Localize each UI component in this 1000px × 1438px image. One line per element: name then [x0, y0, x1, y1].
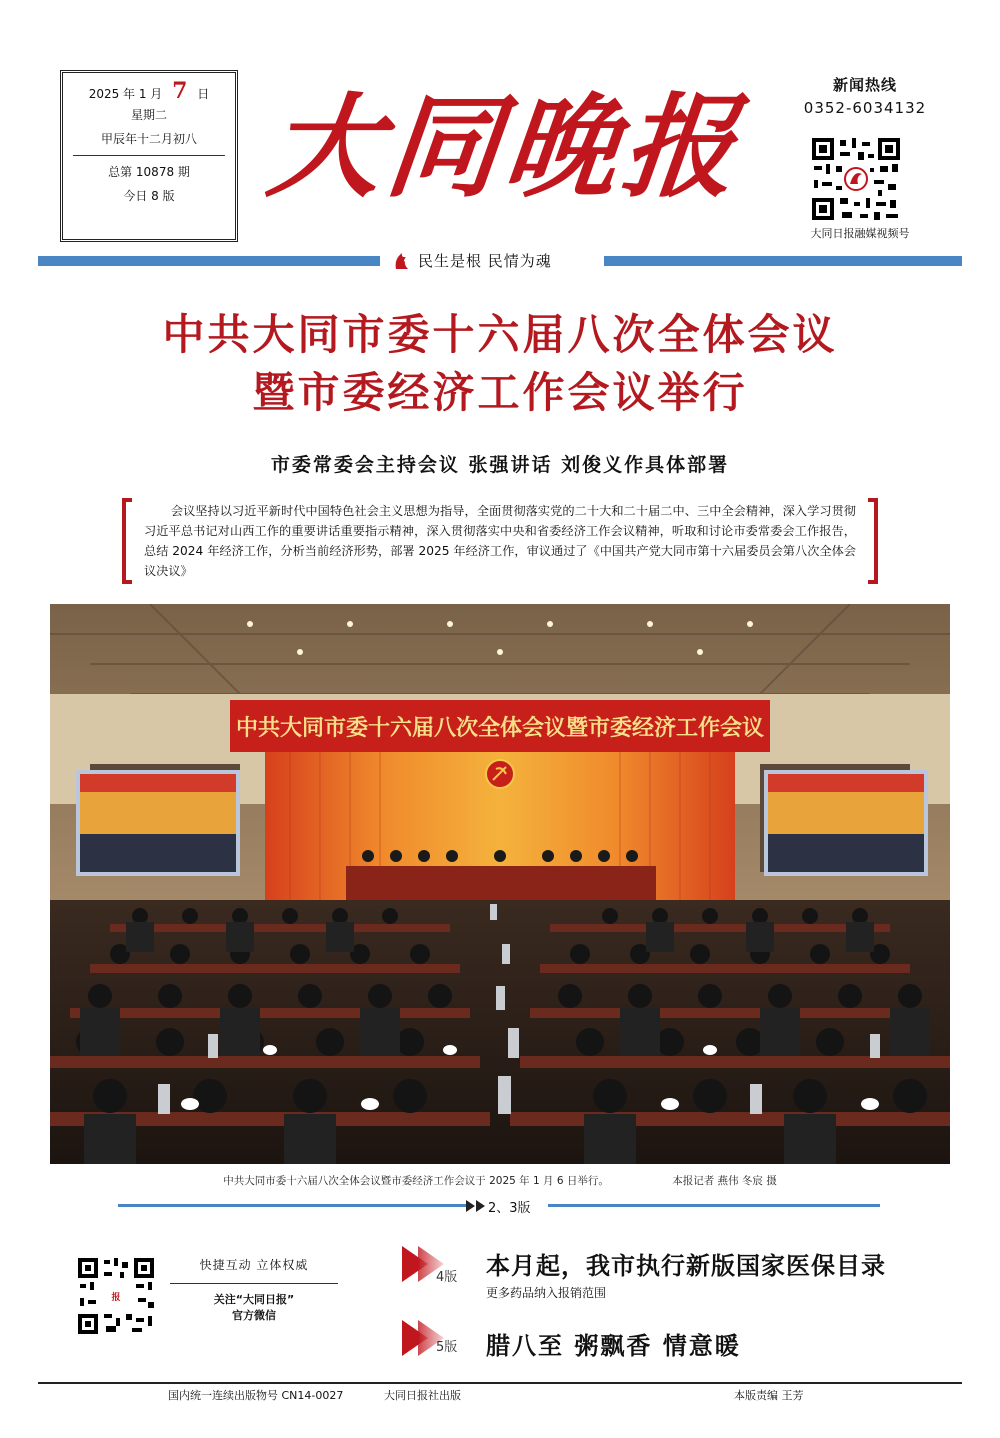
conference-photo: [50, 604, 950, 1164]
hotline-title: 新闻热线: [832, 76, 897, 94]
hotline-number: 0352-6034132: [803, 99, 927, 117]
date-year-month: 2025 年 1 月: [88, 87, 163, 101]
qr-code-icon[interactable]: [810, 136, 902, 222]
photo-credit: 本报记者 燕伟 冬宸 摄: [672, 1175, 777, 1187]
headline-line-1: 中共大同市委十六届八次全体会议: [162, 310, 838, 359]
date-box: [60, 70, 238, 242]
page-ref-line-right: [548, 1204, 880, 1207]
page-ref-line-left: [118, 1204, 466, 1207]
brief-page-label: 4版: [436, 1270, 458, 1285]
weekday: 星期二: [130, 108, 167, 122]
masthead-title: 大同晚报: [262, 82, 748, 213]
photo-caption-text: 中共大同市委十六届八次全体会议暨市委经济工作会议于 2025 年 1 月 6 日举行。: [223, 1175, 609, 1187]
interact-tagline: 快捷互动 立体权威: [199, 1258, 309, 1272]
lunar-date: 甲辰年十二月初八: [100, 132, 197, 146]
brief-title: 本月起，我市执行新版国家医保目录: [486, 1251, 886, 1280]
brief-page-label: 5版: [436, 1340, 458, 1355]
conference-banner-text: 中共大同市委十六届八次全体会议暨市委经济工作会议: [235, 716, 765, 741]
divider-bar-right: [604, 256, 962, 266]
slogan: [392, 248, 602, 272]
footer-divider: [38, 1382, 962, 1384]
summary-text: 会议坚持以习近平新时代中国特色社会主义思想为指导，全面贯彻落实党的二十大和二十届二中、三中全会精神，深入学习贯彻习近平总书记对山西工作的重要讲话重要指示精神，深入贯彻落实中央和省委经济工作会议精神，听取和讨论市委常委会工作报告，总结 2024 年经济工作，分析当前经济形势，部署 2025 年经济工作，审议通过了《中国共产党大同市第十六届委员会第八次全体会议决议》: [144, 504, 856, 578]
brief-item[interactable]: [402, 1318, 962, 1378]
footer-serial: 国内统一连续出版物号 CN14-0027: [168, 1389, 344, 1402]
date-line: [67, 79, 231, 103]
wechat-qr-code-icon[interactable]: [76, 1256, 156, 1336]
double-arrow-icon: [466, 1200, 488, 1212]
divider-bar-left: [38, 256, 380, 266]
bracket-right: [868, 498, 878, 584]
qr-caption: 大同日报融媒视频号: [810, 227, 910, 240]
page-count: 今日 8 版: [123, 189, 175, 203]
wechat-follow-info: [170, 1256, 338, 1324]
headline-line-2: 暨市委经济工作会议举行: [252, 368, 748, 417]
brief-title: 腊八至 粥飘香 情意暖: [486, 1331, 741, 1360]
svg-text:报: 报: [111, 1293, 121, 1303]
subheadline: 市委常委会主持会议 张强讲话 刘俊义作具体部署: [270, 454, 730, 476]
interact-account-text: 官方微信: [232, 1309, 276, 1322]
bracket-left: [122, 498, 132, 584]
article-summary: [122, 498, 878, 584]
flame-logo-icon: [392, 249, 412, 271]
news-hotline: [790, 74, 940, 117]
brief-subtitle: 更多药品纳入报销范围: [486, 1286, 607, 1300]
date-divider: [73, 155, 225, 156]
date-day-suffix: 日: [197, 87, 210, 101]
interact-follow-text: 关注“大同日报”: [213, 1293, 295, 1306]
footer-editor: 本版责编 王芳: [734, 1389, 804, 1402]
page-reference[interactable]: [466, 1196, 546, 1216]
interact-divider: [170, 1283, 338, 1284]
slogan-text: 民生是根 民情为魂: [418, 251, 552, 270]
issue-number: 总第 10878 期: [108, 165, 190, 179]
brief-item[interactable]: [402, 1242, 962, 1302]
date-day: 7: [172, 78, 188, 104]
footer-publisher: 大同日报社出版: [384, 1389, 461, 1402]
page-reference-text: 2、3版: [488, 1200, 531, 1216]
photo-caption: [0, 1173, 1000, 1188]
masthead-logo: [255, 66, 755, 226]
